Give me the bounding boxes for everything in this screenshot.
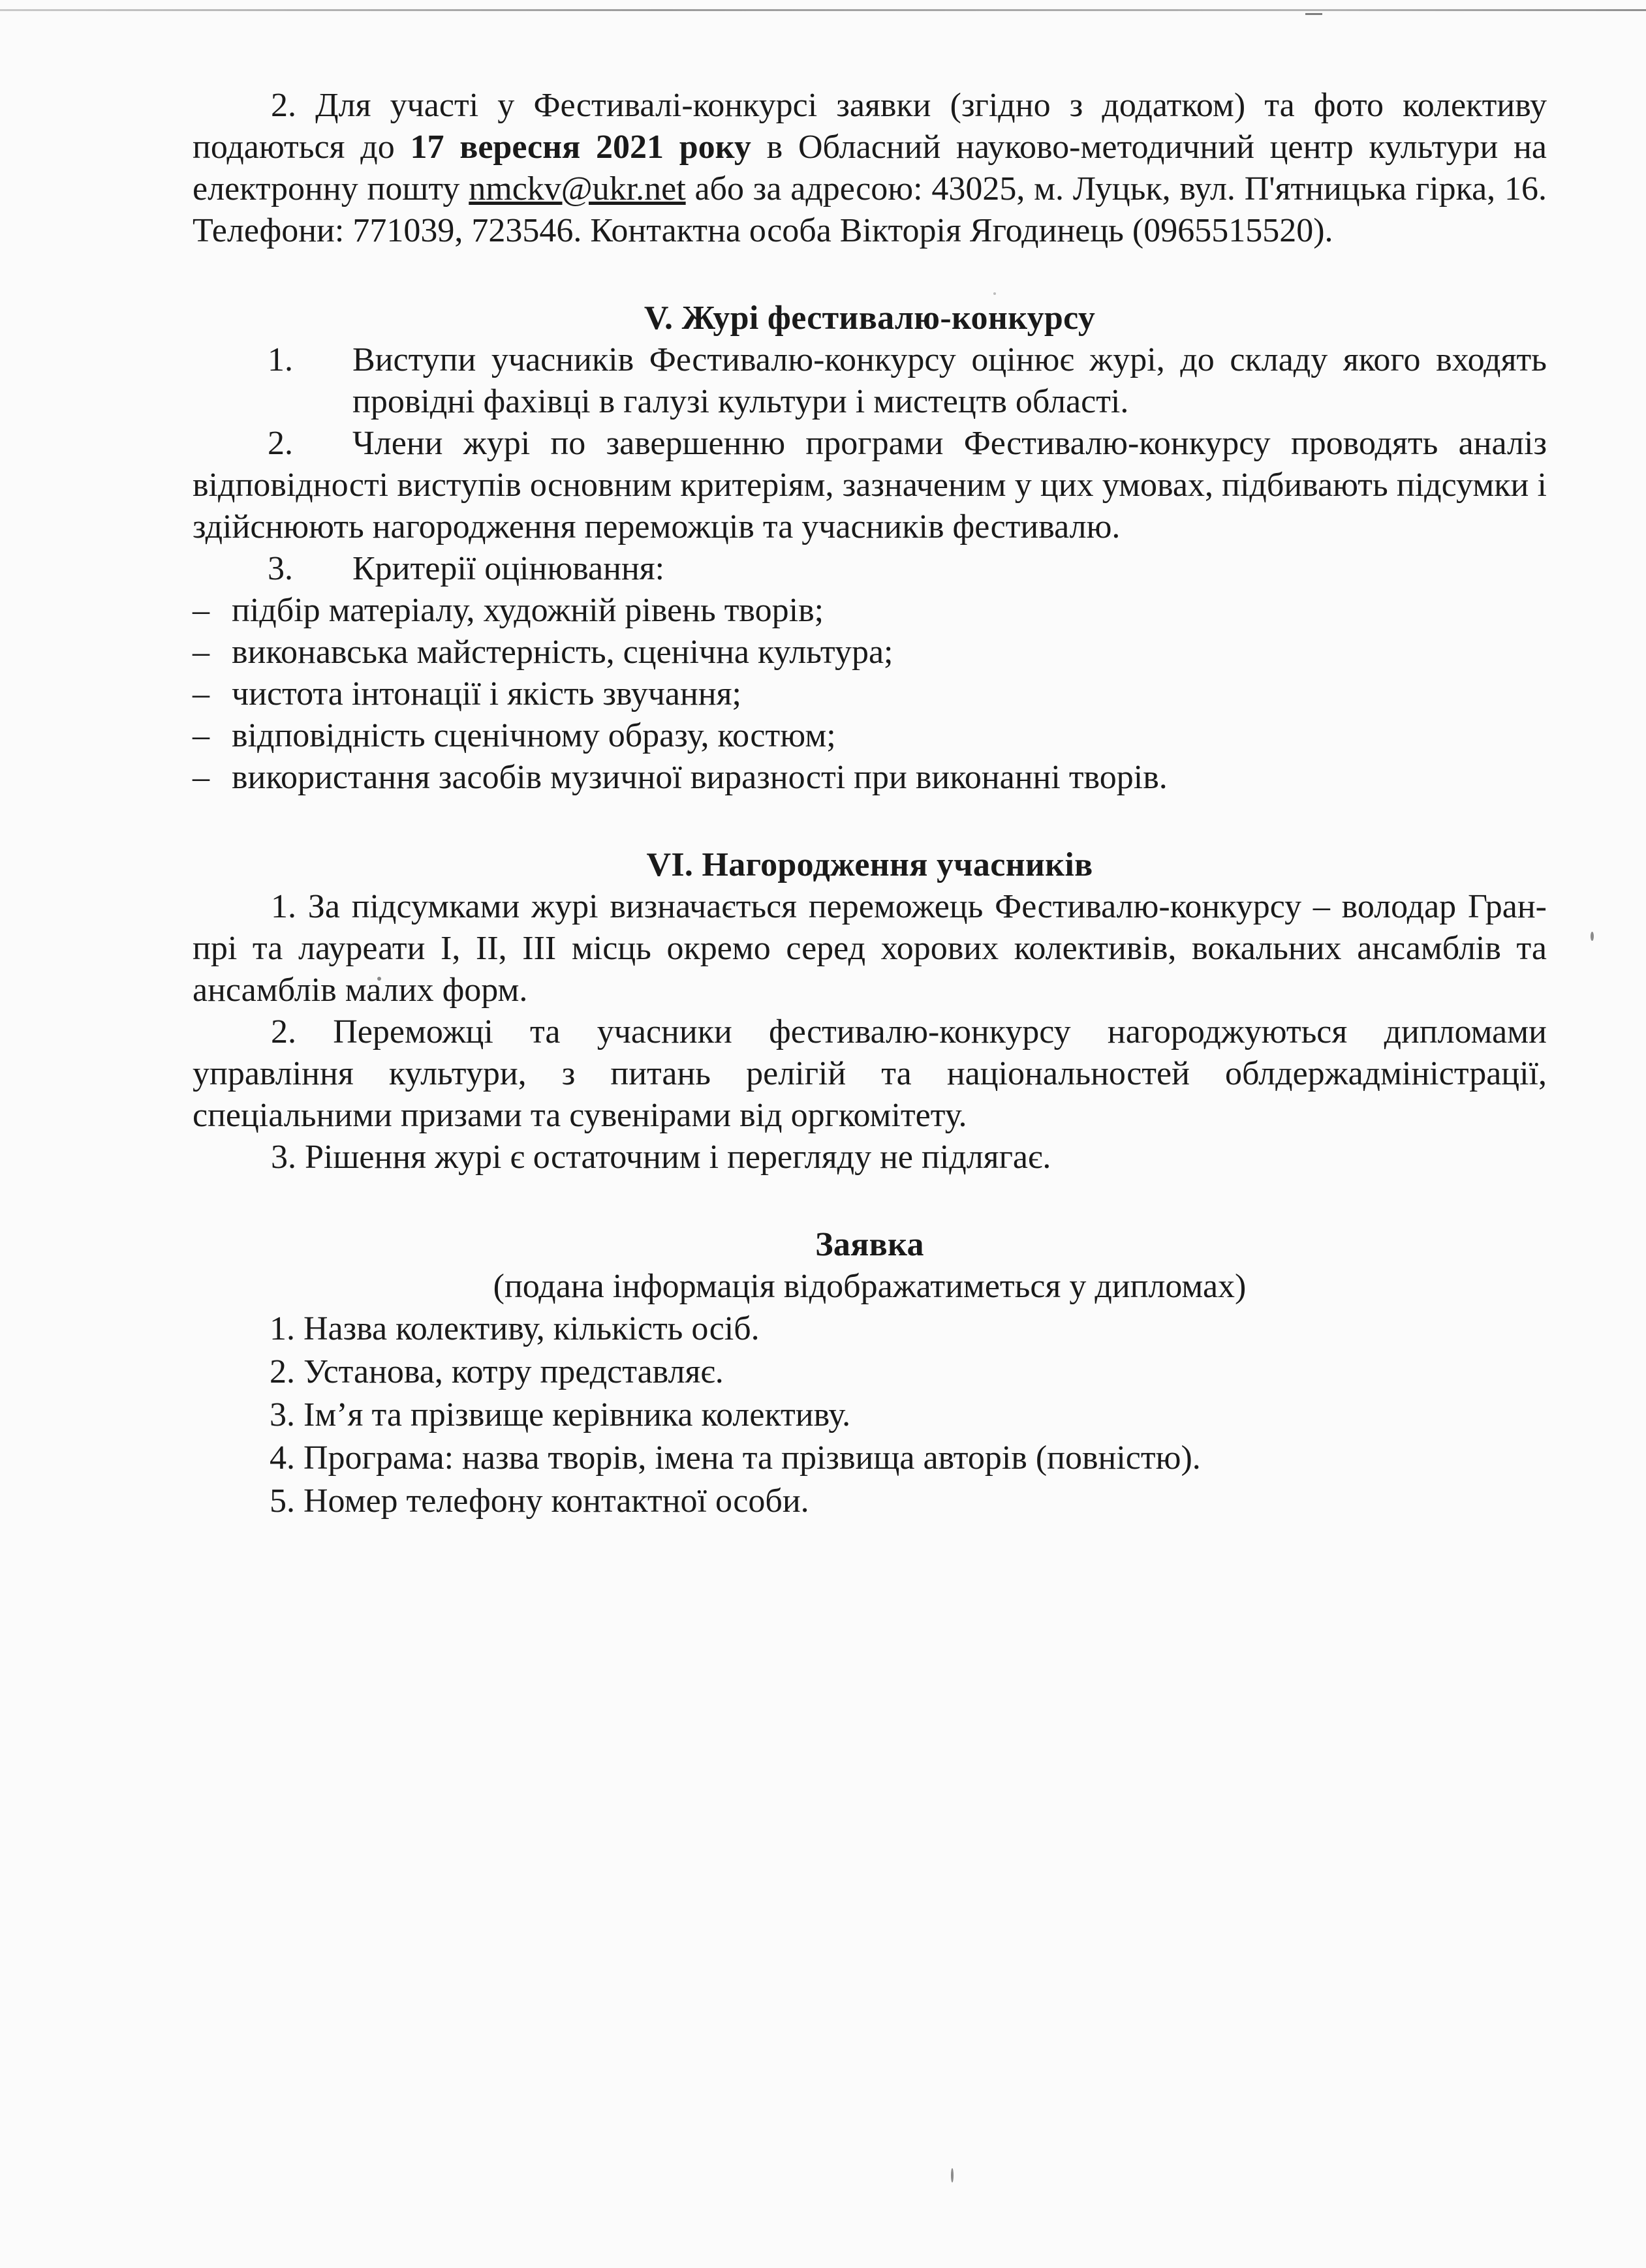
submission-text-c: або за адресою: 43025, м. Луцьк, вул. П'ятницька гірка, 16. Телефони: 771039, 723546. Контактна особа Вікторія Ягодинець (0965515520). [193,170,1547,249]
list-dash: – [193,592,210,629]
item-number: 2. [268,425,293,462]
application-title: Заявка [815,1226,924,1263]
submission-paragraph [193,85,1547,252]
scan-speck [951,2168,954,2183]
criteria-text: виконавська майстерність, сценічна культура; [232,634,893,671]
jury-item-2 [193,423,1547,548]
list-dash: – [193,634,210,671]
email-link[interactable]: nmckv@ukr.net [469,170,686,207]
application-item-1: 1. Назва колективу, кількість осіб. [270,1310,760,1347]
criteria-item [193,673,1547,715]
application-item-3: 3. Ім’я та прізвище керівника колективу. [270,1396,851,1433]
jury-item-3 [193,548,1547,590]
document-body [193,85,1547,1523]
criteria-text: підбір матеріалу, художній рівень творів; [232,592,824,629]
application-item-2: 2. Установа, котру представляє. [270,1353,724,1390]
criteria-text: використання засобів музичної виразності при виконанні творів. [232,759,1168,796]
award-item-3: 3. Рішення журі є остаточним і перегляду не підлягає. [271,1139,1051,1176]
item-number: 3. [268,550,293,587]
submission-text-a: 2. Для участі у Фестивалі-конкурсі заявки (згідно з додатком) та фото колективу подаються до [193,87,1547,166]
scan-speck [1591,932,1594,941]
item-number: 1. [268,341,293,378]
item-text: Виступи учасників Фестивалю-конкурсу оцінює журі, до складу якого входять провідні фахівці в галузі культури і мистецтв області. [352,341,1547,420]
application-item-5: 5. Номер телефону контактної особи. [270,1482,809,1520]
section-6-title: VI. Нагородження учасників [646,846,1093,883]
criteria-item [193,632,1547,673]
scan-edge-line [0,9,1646,11]
criteria-text: відповідність сценічному образу, костюм; [232,717,836,754]
criteria-item [193,590,1547,632]
section-5-title: V. Журі фестивалю-конкурсу [644,299,1096,337]
submission-text-b: в Обласний науково-методичний центр культури на електронну пошту [193,129,1547,207]
item-text: Члени журі по завершенню програми Фестивалю-конкурсу проводять аналіз відповідності виступів основним критеріям, зазначеним у цих умовах, підбивають підсумки і здійснюють нагородження переможців та учасників фестивалю. [193,425,1547,545]
submission-deadline: 17 вересня 2021 року [410,129,751,166]
list-dash: – [193,717,210,754]
criteria-text: чистота інтонації і якість звучання; [232,675,741,713]
criteria-item [193,715,1547,757]
list-dash: – [193,759,210,796]
criteria-item [193,757,1547,799]
scan-artifact [1305,13,1322,15]
application-subtitle: (подана інформація відображатиметься у дипломах) [493,1268,1247,1305]
award-item-2: 2. Переможці та учасники фестивалю-конкурсу нагороджуються дипломами управління культури, з питань релігій та національностей облдержадміністрації, спеціальними призами та сувенірами від оргкомітету. [193,1013,1547,1134]
application-item-4: 4. Програма: назва творів, імена та прізвища авторів (повністю). [270,1439,1201,1477]
list-dash: – [193,675,210,713]
award-item-1: 1. За підсумками журі визначається переможець Фестивалю-конкурсу – володар Гран-прі та лауреати І, ІІ, ІІІ місць окремо серед хорових колективів, вокальних ансамблів та ансамблів малих форм. [193,888,1547,1009]
item-text: Критерії оцінювання: [352,550,665,587]
jury-item-1 [193,339,1547,423]
